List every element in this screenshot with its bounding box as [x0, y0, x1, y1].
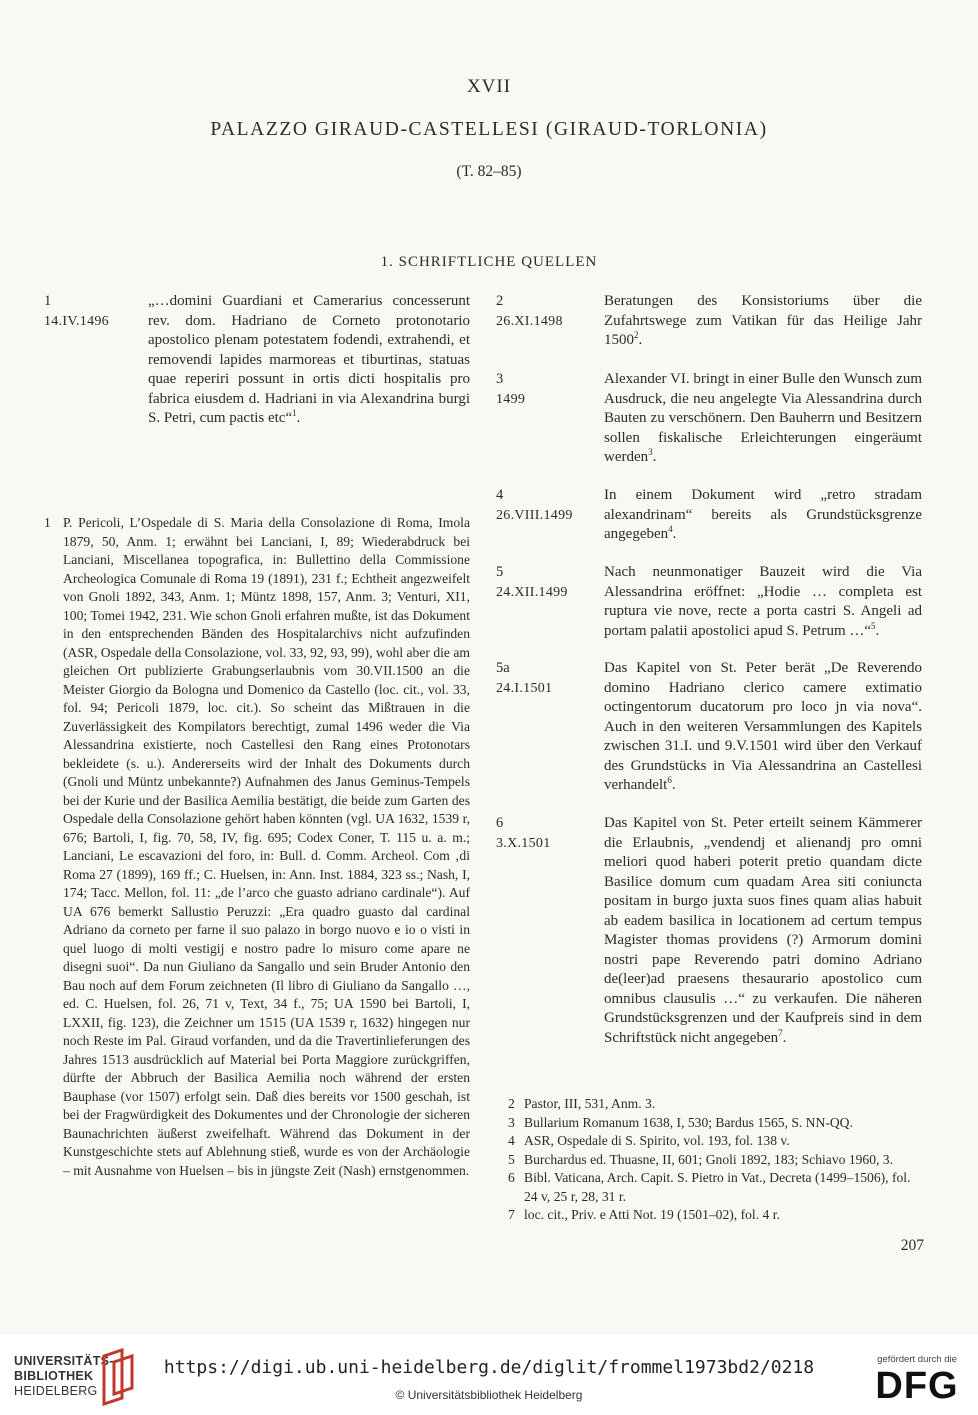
- library-name-line: BIBLIOTHEK: [14, 1369, 94, 1383]
- footnote-text: Bullarium Romanum 1638, I, 530; Bardus 1565, S. NN-QQ.: [524, 1114, 853, 1130]
- footnote-item: [508, 1114, 924, 1133]
- footnote-text: Burchardus ed. Thuasne, II, 601; Gnoli 1892, 183; Schiavo 1960, 3.: [524, 1151, 893, 1167]
- footnote-item: [508, 1151, 924, 1170]
- footnote-number: 5: [508, 1151, 515, 1167]
- entry-number: 1: [44, 293, 52, 309]
- footnote-item: [508, 1169, 924, 1206]
- chapter-title: PALAZZO GIRAUD-CASTELLESI (GIRAUD-TORLONIA): [210, 119, 768, 140]
- footnote-text: loc. cit., Priv. e Atti Not. 19 (1501–02), fol. 4 r.: [524, 1207, 780, 1222]
- footnote-number: 2: [508, 1096, 515, 1111]
- footnote-number: 1: [44, 515, 51, 530]
- footnote-ref: 6: [667, 775, 672, 785]
- plates-reference: (T. 82–85): [456, 163, 522, 180]
- footnote-ref: 3: [648, 447, 653, 457]
- entry-text: Das Kapitel von St. Peter erteilt seinem Kämmerer die Erlaubnis, „vendendj et alienandj pro omni meliori quod haberi poterit pretio quandam dicte Basilice domum cum quadam Area siti coniuncta positam in burgo juxta suos fines quam alias habuit ab eadem basilica in locationem ad certum tempus Magister thomas providens (?) Armorum domini nostri pape Reverendo patri domino Adriano de(leer)ad praesens thesaurario apostolico cum omnibus clausulis …“ zu verkaufen. Die näheren Grundstücksgrenzen und der Kaufpreis sind in dem Schriftstück nicht angegeben$^7$.: [604, 815, 922, 1046]
- permalink-url[interactable]: https://digi.ub.uni-heidelberg.de/diglit/frommel1973bd2/0218: [163, 1357, 815, 1378]
- footnote-ref: 2: [634, 330, 639, 340]
- entry-text: „…domini Guardiani et Camerarius concesserunt rev. dom. Hadriano de Corneto protonotario apostolico plenam potestatem fodendi, extrahendi, et removendi lapides marmoreas et tiburtinas, statuas quae reperiri possunt in ortis dicti hospitalis pro fabrica eiusdem d. Hadriani in via Alexandrina burgi S. Petri, cum pactis etc“$^1$.: [148, 293, 470, 426]
- entry-number: 5a: [496, 660, 510, 676]
- footnote-ref: 4: [668, 524, 673, 534]
- entry-text: Nach neunmonatiger Bauzeit wird die Via Alessandrina eröffnet: „Hodie … completa est ruptura vie nove, recte a porta castri S. Angeli ad portam palatii apostolici apud S. Petrum …“$^5$.: [604, 564, 922, 639]
- entry-number: 2: [496, 293, 504, 309]
- entry-date: 14.IV.1496: [44, 313, 109, 329]
- footnote-1: [44, 514, 470, 1180]
- footnote-number: 4: [508, 1133, 515, 1148]
- entry-number: 3: [496, 371, 504, 387]
- entry-number: 5: [496, 564, 504, 580]
- footnote-text: Bibl. Vaticana, Arch. Capit. S. Pietro in Vat., Decreta (1499–1506), fol. 24 v, 25 r, 28, 31 r.: [524, 1170, 911, 1204]
- library-name-line: UNIVERSITÄTS-: [14, 1354, 114, 1368]
- footnote-item: [508, 1206, 924, 1225]
- footnote-number: 6: [508, 1170, 515, 1185]
- footnote-number: 7: [508, 1207, 515, 1222]
- footnote-text: Pastor, III, 531, Anm. 3.: [524, 1096, 656, 1111]
- entry-date: 26.VIII.1499: [496, 507, 573, 523]
- copyright-notice: © Universitätsbibliothek Heidelberg: [395, 1388, 583, 1402]
- entry-date: 26.XI.1498: [496, 313, 563, 329]
- funding-note: gefördert durch die: [877, 1354, 957, 1365]
- footnote-number: 3: [508, 1114, 515, 1130]
- entry-date: 3.X.1501: [496, 835, 551, 851]
- footnote-item: [508, 1132, 924, 1151]
- footnote-text: ASR, Ospedale di S. Spirito, vol. 193, fol. 138 v.: [524, 1133, 790, 1148]
- footnote-ref: 1: [292, 408, 297, 418]
- entry-text: Beratungen des Konsistoriums über die Zufahrtswege zum Vatikan für das Heilige Jahr 1500$^2$.: [604, 293, 922, 348]
- footnote-ref: 7: [778, 1027, 783, 1038]
- entry-number: 4: [496, 487, 504, 503]
- footnote-text: P. Pericoli, L’Ospedale di S. Maria della Consolazione di Roma, Imola 1879, 50, Anm. 1; erwähnt bei Lanciani, I, 89; Wiederabdruck bei Lanciani, Miscellanea topografica, in: Bullettino della Commissione Archeologica Comunale di Roma 19 (1891), 231 f.; Echtheit angezweifelt von Gnoli 1892, 343, Anm. 1; Müntz 1898, 157, Anm. 3; Venturi, XI1, 100; Tomei 1942, 231. Wie schon Gnoli erfahren mußte, ist das Dokument in den entsprechenden Bänden des Hospitalarchivs nicht aufzufinden (ASR, Ospedale della Consolazione, vol. 33, 92, 93, 99), wohl aber die am gleichen Ort publizierte Grabungserlaubnis vom 30.VII.1500 an die Meister Giorgio da Bologna und Domenico da Castello (loc. cit., vol. 33, fol. 94; Pericoli 1879, loc. cit.). So scheint das Mißtrauen in die Zuverlässigkeit des Kompilators berechtigt, zumal 1496 weder die Via Alessandrina existierte, noch Castellesi den Rang eines Protonotars bekleidete (s. u.). Andererseits wird der Inhalt des Dokuments durch (Gnoli und Müntz unbekannte?) Aufnahmen des Janus Geminus-Tempels bei der Kurie und der Basilica Aemilia bestätigt, die beide zum Garten des Ospedale della Consolazione gehört haben könnten (vgl. UA 1632, 1539 r, 676; Bartoli, I, fig. 70, 58, IV, fig. 695; Codex Coner, T. 115 u. a. m.; Lanciani, Le escavazioni del foro, in: Bull. d. Comm. Archeol. Com ‚di Roma 27 (1899), 169 ff.; C. Huelsen, in: Ann. Inst. 1884, 323 ss.; Nash, I, 174; Tacc. Mellon, fol. 11: „de l’arco che guasto adriano cardinale“). Auf UA 676 bemerkt Sallustio Peruzzi: „Era quadro guasto dal cardinal Adriano da corneto per farne il suo palazo in borgo nuovo e io o visti in quel luogo di molti vestigij e nostro padre lo misuro come apare ne disegni suoi“. Da nun Giuliano da Sangallo und sein Bruder Antonio den Bau noch auf dem Forum zeichneten (Il libro di Giuliano da Sangallo …, ed. C. Huelsen, fol. 26, 71 v, Text, 34 f., 75; UA 1590 bei Bartoli, I, LXXII, fig. 123), die Zeichner um 1515 (UA 1539 r, 1632) hingegen nur noch Reste im Pal. Giraud vorfanden, und da die Travertinlieferungen des Jahres 1513 ausdrücklich auf Material bei Porta Maggiore zurückgriffen, dürfte der Abbruch der Basilica Aemilia noch während der ersten Bauphase (vor 1507) erfolgt sein. Daß dies bereits vor 1500 geschah, ist bei der Fragwürdigkeit des Dokumentes und der Chronologie der sicheren Baunachrichten äußerst zweifelhaft. Während das Dokument in der Kunstgeschichte stets auf Ablehnung stieß, wurde es von der Archäologie – mit Ausnahme von Huelsen – bis in jüngste Zeit (Nash) ernstgenommen.: [63, 515, 470, 1178]
- entry-text: In einem Dokument wird „retro stradam alexandrinam“ bereits als Grundstücksgrenze angegeben$^4$.: [604, 487, 922, 542]
- page-number: 207: [900, 1237, 924, 1254]
- entry-number: 6: [496, 815, 504, 831]
- entry-text: Das Kapitel von St. Peter berät „De Reverendo domino Hadriano clerico camere extimatio octingentorum ducatorum pro loco jn via nova“. Auch in den weiteren Versammlungen des Kapitels zwischen 31.I. und 9.V.1501 wird über den Verkauf des Grundstücks in Via Alessandrina an Castellesi verhandelt$^6$.: [604, 660, 922, 793]
- entry-date: 1499: [496, 391, 526, 407]
- footnote-ref: 5: [871, 620, 876, 631]
- footnote-item: [508, 1095, 924, 1114]
- footnote-list: [508, 1095, 924, 1225]
- library-name-line: HEIDELBERG: [14, 1384, 98, 1398]
- entry-text: Alexander VI. bringt in einer Bulle den Wunsch zum Ausdruck, die neu angelegte Via Alessandrina durch Bauten zu verschönern. Den Bauherrn und Besitzern sollen fiskalische Erleichterungen eingeräumt werden$^3$.: [604, 371, 922, 465]
- section-heading: 1. SCHRIFTLICHE QUELLEN: [380, 254, 598, 270]
- chapter-number: XVII: [466, 76, 512, 97]
- entry-date: 24.XII.1499: [496, 584, 568, 600]
- dfg-logo[interactable]: DFG: [875, 1365, 959, 1407]
- entry-date: 24.I.1501: [496, 680, 553, 696]
